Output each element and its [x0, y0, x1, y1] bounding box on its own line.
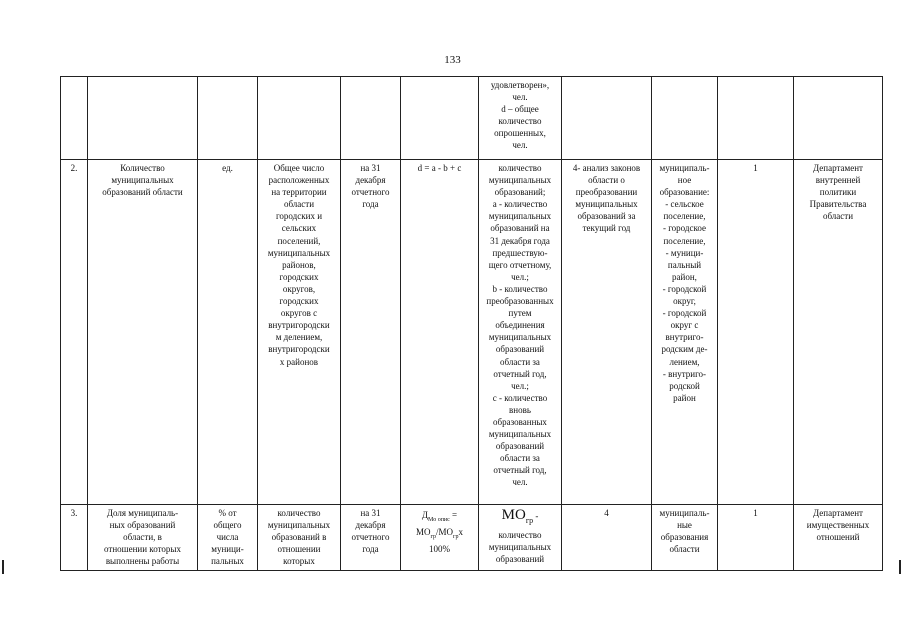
formula: d = a - b + c — [401, 160, 479, 505]
formula-line-2: $МО_{гр}/МО_{гр}х$ — [416, 526, 463, 540]
unit: % от общего числа муници- пальных — [198, 505, 258, 571]
table-cell — [652, 77, 718, 160]
indicators-table — [60, 76, 883, 571]
table-row-continuation — [61, 77, 883, 160]
table-cell — [198, 77, 258, 160]
row-number: 3. — [61, 505, 88, 571]
table-cell — [718, 77, 794, 160]
scan-edge-mark-left — [2, 560, 4, 574]
table-cell — [341, 77, 401, 160]
table-cell: удовлетворен», чел. d – общее количество опрошенных, чел. — [479, 77, 562, 160]
indicator-definition: Общее число расположенных на территории области городских и сельских поселений, муниципальных районов, городских округов, городских округов с внутригородски м делением, внутригородски х районов — [258, 160, 341, 505]
table-cell — [88, 77, 198, 160]
observation-unit: муниципаль- ные образования области — [652, 505, 718, 571]
responsible-department: Департамент имущественных отношений — [794, 505, 883, 571]
scan-edge-mark-right — [899, 560, 901, 574]
table-cell — [258, 77, 341, 160]
data-collection-method: 4 — [562, 505, 652, 571]
time-characteristic: на 31 декабря отчетного года — [341, 160, 401, 505]
table-cell — [794, 77, 883, 160]
formula-variables: количество муниципальных образований; a - количество муниципальных образований на 31 декабря года предшествую- щего отчетному, чел.; b - количество преобразованных путем объединения муниципальных образований области за отчетный год, чел.; c - количество вновь образованных муниципальных образований области за отчетный год, чел. — [479, 160, 562, 505]
coverage: 1 — [718, 160, 794, 505]
unit: ед. — [198, 160, 258, 505]
responsible-department: Департамент внутренней политики Правительства области — [794, 160, 883, 505]
formula-variables — [479, 505, 562, 571]
table-cell — [562, 77, 652, 160]
table-cell — [61, 77, 88, 160]
indicator-definition: количество муниципальных образований в отношении которых — [258, 505, 341, 571]
table-row-3 — [61, 505, 883, 571]
table-row-2 — [61, 160, 883, 505]
variable-description: количество муниципальных образований — [488, 530, 552, 565]
formula-line-1: $Д_{Мо опис}$ = — [421, 510, 458, 523]
observation-unit: муниципаль- ное образование: - сельское поселение, - городское поселение, - муници- пальный район, - городской округ, - городской округ с внутриго- родским де- лением, - внутриго- родской район — [652, 160, 718, 505]
row-number: 2. — [61, 160, 88, 505]
indicator-name: Количество муниципальных образований области — [88, 160, 198, 505]
time-characteristic: на 31 декабря отчетного года — [341, 505, 401, 571]
page-number: 133 — [444, 54, 461, 66]
indicator-name: Доля муниципаль- ных образований области, в отношении которых выполнены работы — [88, 505, 198, 571]
variable-symbol: $МО_{гр}$ - — [501, 507, 539, 525]
formula — [401, 505, 479, 571]
data-collection-method: 4- анализ законов области о преобразовании муниципальных образований за текущий год — [562, 160, 652, 505]
coverage: 1 — [718, 505, 794, 571]
formula-line-3: 100% — [429, 543, 450, 554]
table-cell — [401, 77, 479, 160]
